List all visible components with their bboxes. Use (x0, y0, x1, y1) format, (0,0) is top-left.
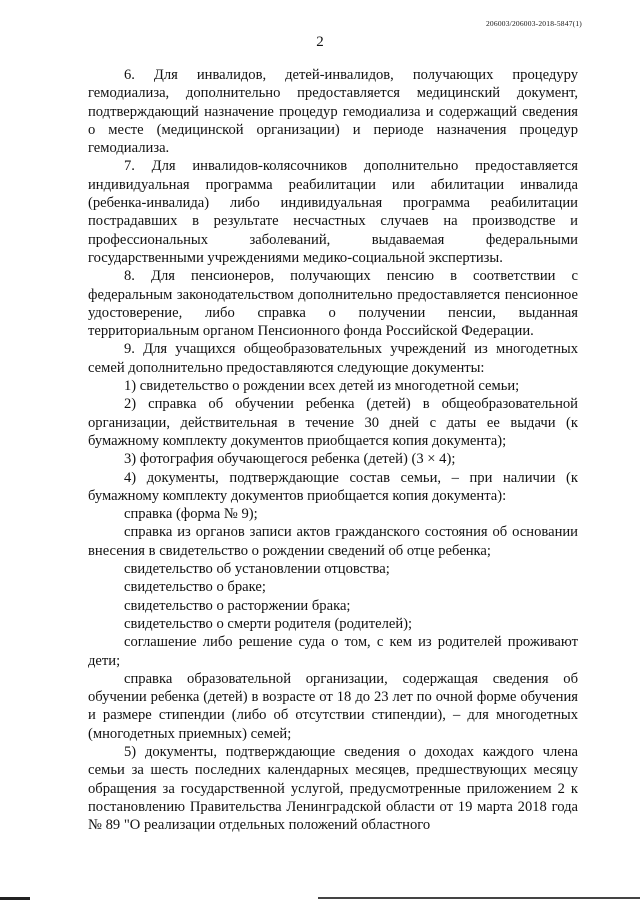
sub-item-paternity: свидетельство об установлении отцовства; (124, 561, 390, 578)
paragraph-6-hemodialysis: 6. Для инвалидов, детей-инвалидов, получающих процедуру гемодиализа, дополнительно предоставляется медицинский документ, подтверждающий назначение процедур гемодиализа и содержащий сведения о месте (медицинской организации) и периоде назначения процедур гемодиализа. (88, 67, 578, 157)
sub-item-court-decision: соглашение либо решение суда о том, с кем из родителей проживают дети; (88, 634, 578, 669)
list-item-income-documents: 5) документы, подтверждающие сведения о доходах каждого члена семьи за шесть последних календарных месяцев, предшествующих месяцу обращения за государственной услугой, предусмотренные приложением 2 к постановлению Правительства Ленинградской области от 19 марта 2018 года № 89 "О реализации отдельных положений областного (88, 743, 578, 834)
paragraph-7-wheelchair-users: 7. Для инвалидов-колясочников дополнительно предоставляется индивидуальная программа реабилитации или абилитации инвалида (ребенка-инвалида) либо индивидуальная программа реабилитации пострадавших в результате несчастных случаев на производстве и профессиональных заболеваний, выдаваемая федеральными государственными учреждениями медико-социальной экспертизы. (88, 158, 578, 266)
sub-item-form-9: справка (форма № 9); (124, 506, 258, 523)
list-item-birth-certificate: 1) свидетельство о рождении всех детей из многодетной семьи; (124, 378, 520, 395)
page-number: 2 (316, 34, 324, 50)
sub-item-divorce: свидетельство о расторжении брака; (124, 597, 351, 614)
paragraph-9-students: 9. Для учащихся общеобразовательных учреждений из многодетных семей дополнительно предоставляются следующие документы: (88, 341, 578, 376)
scan-edge-marks (0, 895, 640, 901)
list-item-school-certificate: 2) справка об обучении ребенка (детей) в общеобразовательной организации, действительная в течение 30 дней с даты ее выдачи (к бумажному комплекту документов приобщается копия документа); (88, 396, 578, 449)
list-item-family-documents: 4) документы, подтверждающие состав семьи, – при наличии (к бумажному комплекту документов приобщается копия документа): (88, 469, 578, 504)
document-code: 206003/206003-2018-5847(1) (485, 19, 582, 28)
sub-item-death: свидетельство о смерти родителя (родителей); (124, 615, 413, 632)
document-body (88, 66, 578, 834)
sub-item-education-certificate: справка образовательной организации, содержащая сведения об обучении ребенка (детей) в возрасте от 18 до 23 лет по очной форме обучения и размере стипендии (либо об отсутствии стипендии), – для многодетных (многодетных приемных) семей; (88, 670, 578, 742)
sub-item-marriage: свидетельство о браке; (124, 579, 266, 596)
paragraph-8-pensioners: 8. Для пенсионеров, получающих пенсию в соответствии с федеральным законодательством дополнительно предоставляется пенсионное удостоверение, либо справка о получении пенсии, выданная территориальным органом Пенсионного фонда Российской Федерации. (88, 268, 578, 340)
list-item-photo: 3) фотография обучающегося ребенка (детей) (3 × 4); (124, 451, 456, 468)
scan-mark-right (318, 897, 640, 899)
sub-item-registry-certificate: справка из органов записи актов гражданского состояния об основании внесения в свидетельство о рождении сведений об отце ребенка; (88, 524, 578, 559)
scan-mark-left (0, 897, 30, 900)
